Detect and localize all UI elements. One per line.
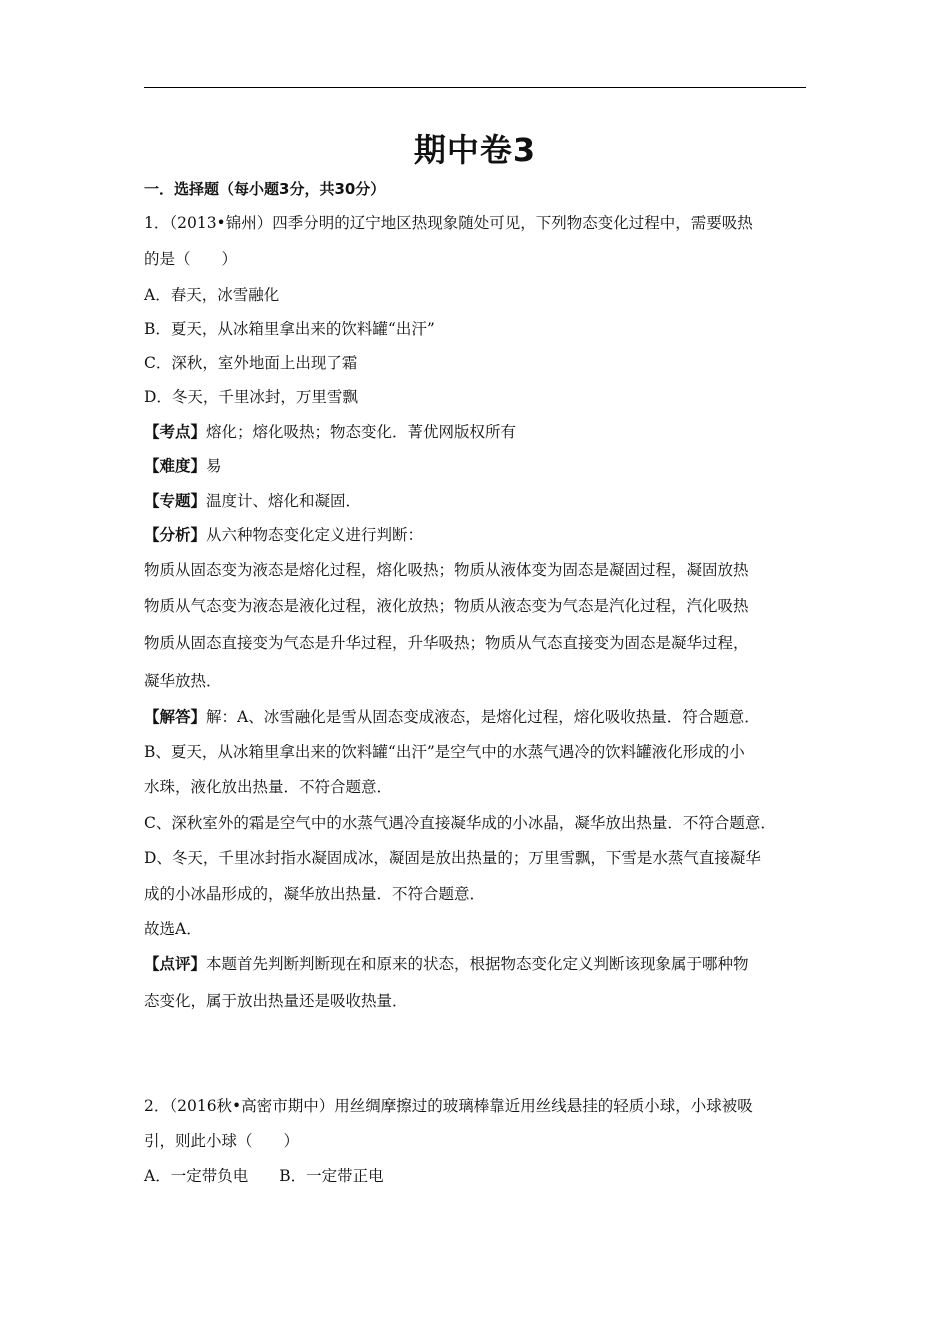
q1-zhuanti xyxy=(144,490,361,512)
q1-stem-line-1: 1．（2013•锦州）四季分明的辽宁地区热现象随处可见，下列物态变化过程中，需要吸热 xyxy=(144,214,753,232)
q2-options: A．一定带负电 B．一定带正电 xyxy=(144,1167,384,1185)
section-heading: 一．选择题（每小题3分，共30分） xyxy=(144,180,386,198)
q1-kaodian xyxy=(144,421,516,443)
q1-jieda-line-3: C、深秋室外的霜是空气中的水蒸气遇冷直接凝华成的小冰晶，凝华放出热量．不符合题意． xyxy=(144,814,776,832)
q1-dianping xyxy=(144,953,749,975)
q1-option-a: A．春天，冰雪融化 xyxy=(144,286,280,304)
dianping-label: 【点评】 xyxy=(144,954,207,973)
q2-stem-line-2: 引，则此小球（ ） xyxy=(144,1132,300,1150)
kaodian-text: 熔化；熔化吸热；物态变化．菁优网版权所有 xyxy=(206,423,517,441)
q1-option-d: D．冬天，千里冰封，万里雪飘 xyxy=(144,388,358,406)
q1-nandu xyxy=(144,455,222,477)
jieda-text: 解：A、冰雪融化是雪从固态变成液态，是熔化过程，熔化吸收热量．符合题意． xyxy=(206,708,760,726)
q1-jieda-line-4: D、冬天，千里冰封指水凝固成冰，凝固是放出热量的；万里雪飘，下雪是水蒸气直接凝华 xyxy=(144,849,761,867)
zhuanti-text: 温度计、熔化和凝固． xyxy=(206,492,362,510)
jieda-label: 【解答】 xyxy=(144,707,207,726)
q1-fenxi-line-2: 物质从气态变为液态是液化过程，液化放热；物质从液态变为气态是汽化过程，汽化吸热 xyxy=(144,597,749,615)
q1-option-c: C．深秋，室外地面上出现了霜 xyxy=(144,354,358,372)
q1-dianping-line-2: 态变化，属于放出热量还是吸收热量． xyxy=(144,992,408,1010)
q1-fenxi-line-3: 物质从固态直接变为气态是升华过程，升华吸热；物质从气态直接变为固态是凝华过程， xyxy=(144,634,749,652)
q1-jieda xyxy=(144,706,760,728)
q1-jieda-line-1: B、夏天，从冰箱里拿出来的饮料罐“出汗”是空气中的水蒸气遇冷的饮料罐液化形成的小 xyxy=(144,743,745,761)
fenxi-label: 【分析】 xyxy=(144,525,207,544)
q1-option-b: B．夏天，从冰箱里拿出来的饮料罐“出汗” xyxy=(144,320,435,338)
dianping-text: 本题首先判断判断现在和原来的状态，根据物态变化定义判断该现象属于哪种物 xyxy=(206,955,749,973)
q1-jieda-line-2: 水珠，液化放出热量．不符合题意． xyxy=(144,778,393,796)
nandu-text: 易 xyxy=(206,457,222,475)
zhuanti-label: 【专题】 xyxy=(144,491,207,510)
q1-fenxi-line-1: 物质从固态变为液态是熔化过程，熔化吸热；物质从液体变为固态是凝固过程，凝固放热 xyxy=(144,561,749,579)
q1-fenxi-line-4: 凝华放热． xyxy=(144,672,222,690)
page-title: 期中卷3 xyxy=(413,131,537,169)
q1-fenxi xyxy=(144,524,423,546)
header-rule xyxy=(144,87,806,88)
fenxi-text: 从六种物态变化定义进行判断： xyxy=(206,526,424,544)
q1-stem-line-2: 的是（ ） xyxy=(144,250,238,268)
kaodian-label: 【考点】 xyxy=(144,422,207,441)
q2-stem-line-1: 2．（2016秋•高密市期中）用丝绸摩擦过的玻璃棒靠近用丝线悬挂的轻质小球，小球被吸 xyxy=(144,1097,753,1115)
q1-jieda-line-5: 成的小冰晶形成的，凝华放出热量．不符合题意． xyxy=(144,885,486,903)
q1-jieda-line-6: 故选A． xyxy=(144,920,202,938)
nandu-label: 【难度】 xyxy=(144,456,207,475)
